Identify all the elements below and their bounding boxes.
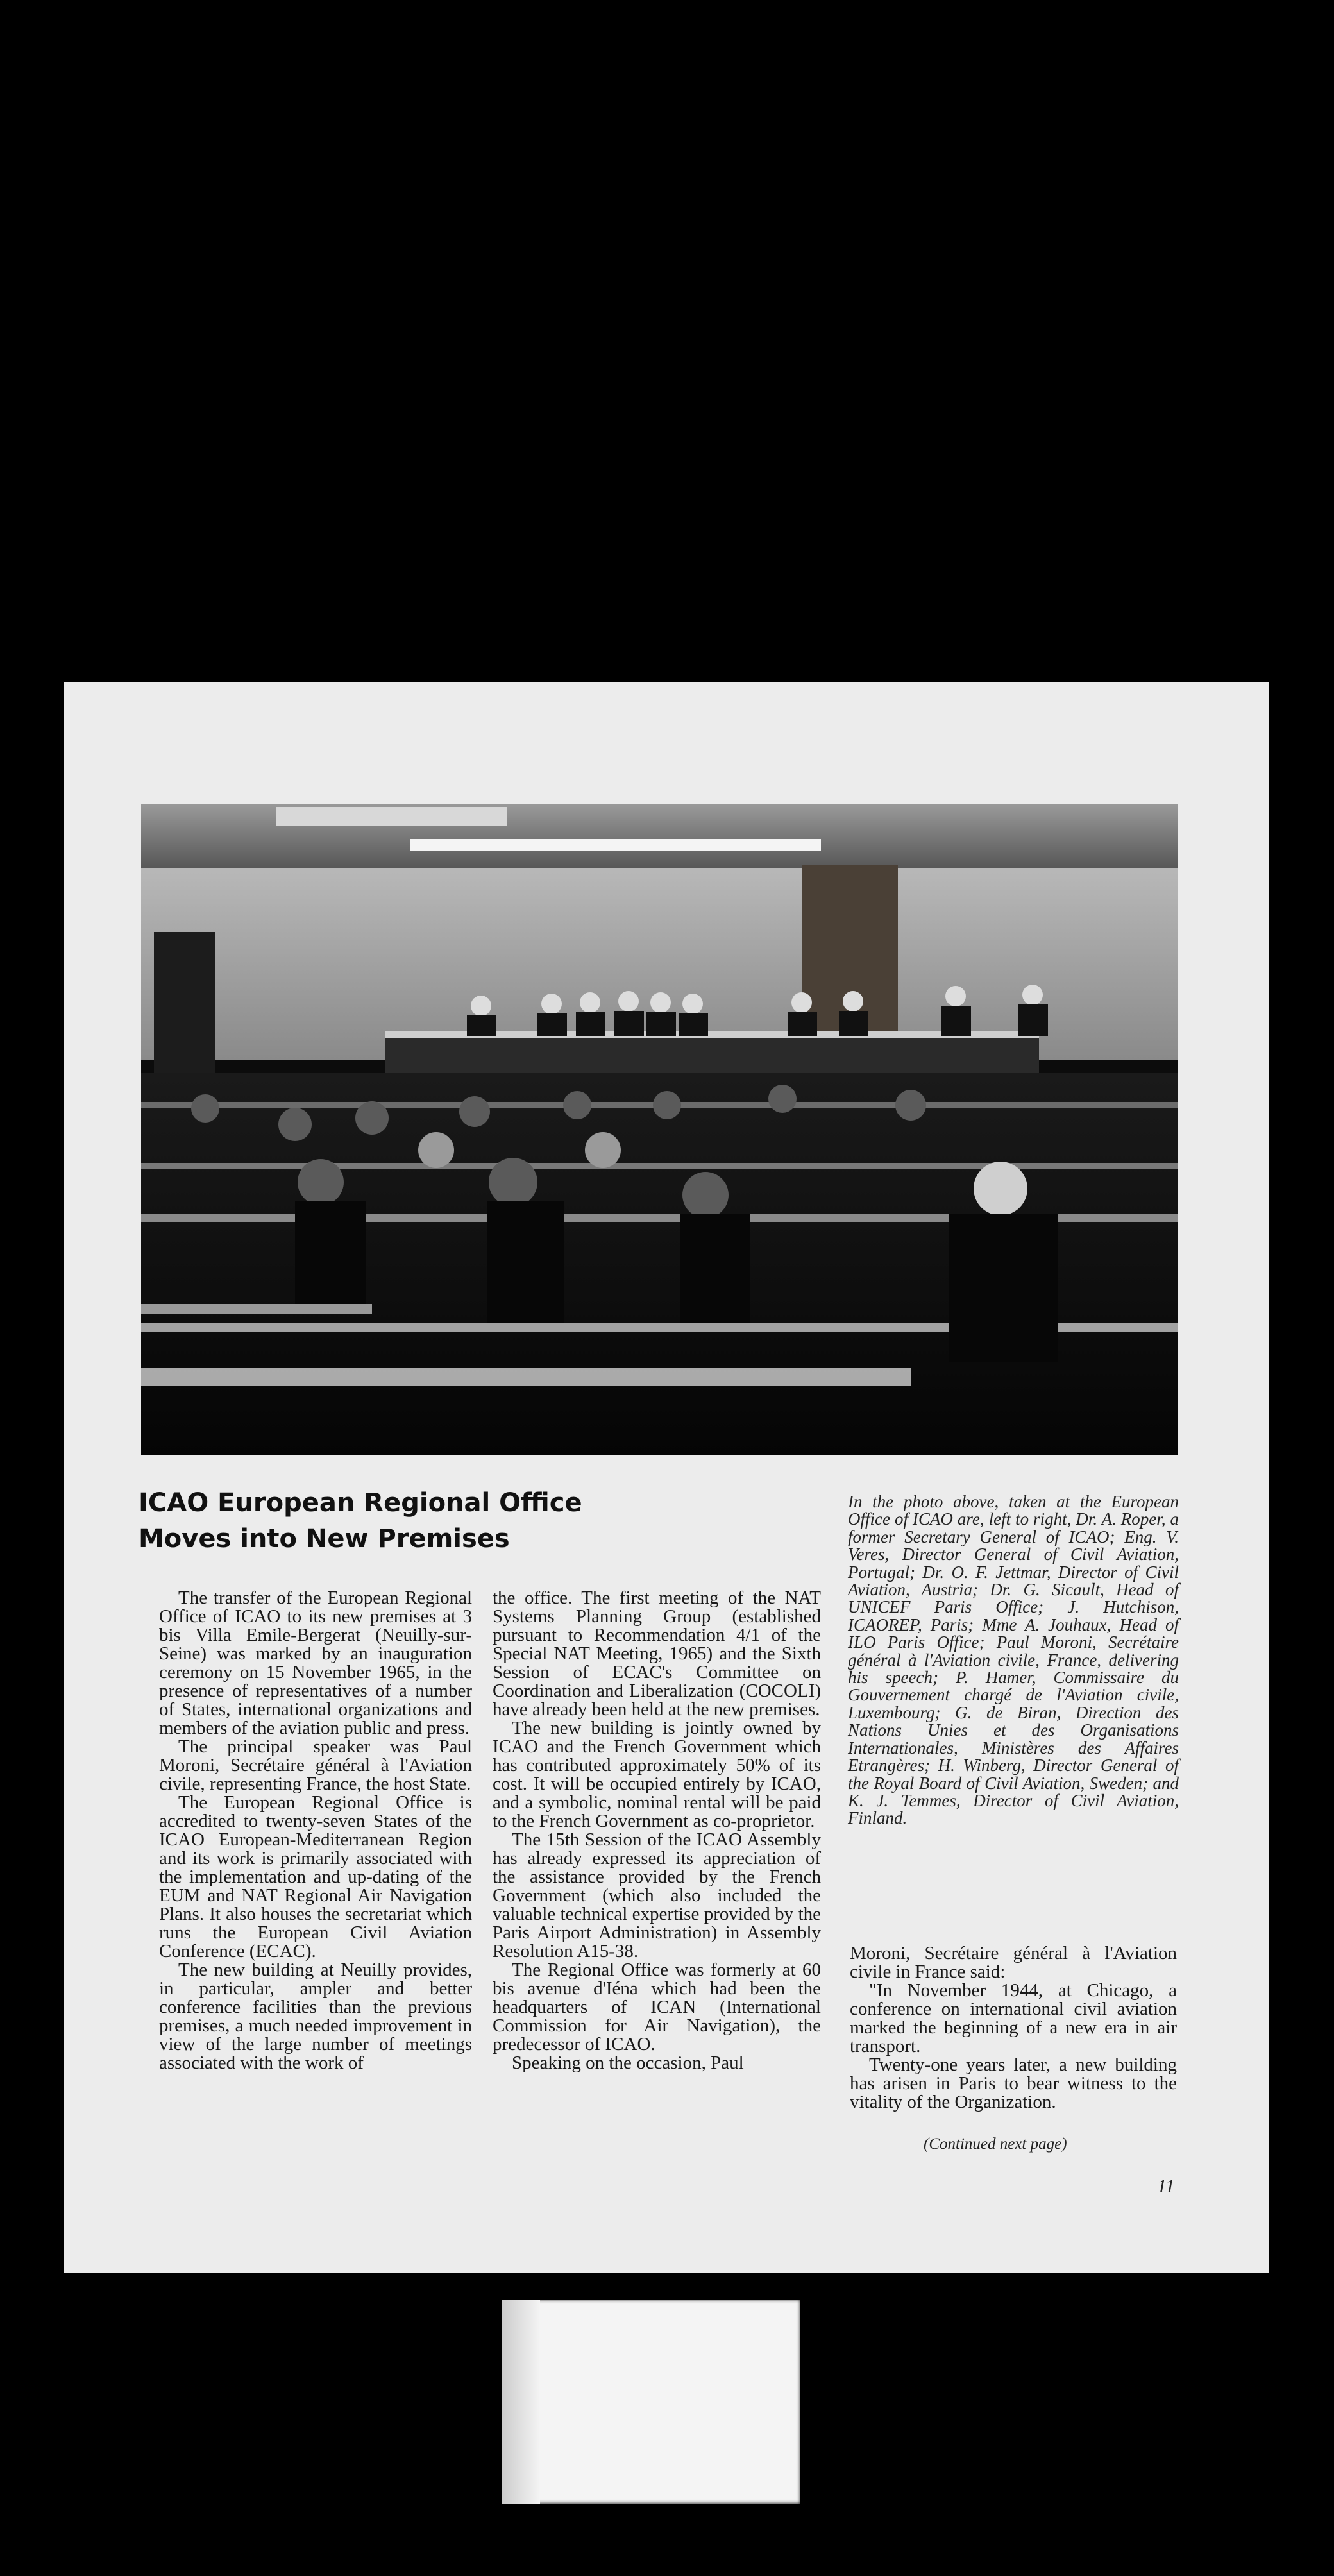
article-column-1 (159, 1589, 472, 2072)
paragraph: The new building is jointly owned by ICAO and the French Government which has contributed approximately 50% of its cost. It will be occupied entirely by ICAO, and a symbolic, nominal rental will be paid to the French Government as co-proprietor. (493, 1718, 821, 1831)
article-column-2 (493, 1589, 821, 2072)
paragraph: the office. The first meeting of the NAT Systems Planning Group (established pursuant to Recommendation 4/1 of the Special NAT Meeting, 1965) and the Sixth Session of ECAC's Committee on Coordination and Liberalization (COCOLI) have already been held at the new premises. (493, 1588, 821, 1720)
headline-line-1: ICAO European Regional Office (139, 1488, 582, 1518)
paragraph: The transfer of the European Regional Office of ICAO to its new premises at 3 bis Villa Emile-Bergerat (Neuilly-sur-Seine) was marked by an inauguration ceremony on 15 November 1965, in the presence of representatives of a number of States, international organizations and members of the aviation public and press. (159, 1588, 472, 1738)
article-headline (139, 1485, 600, 1557)
photo-caption: In the photo above, taken at the European Office of ICAO are, left to right, Dr. A. Roper, a former Secretary General of ICAO; Eng. V. Veres, Director General of Civil Aviation, Portugal; Dr. O. F. Jettmar, Director of Civil Aviation, Austria; Dr. G. Sicault, Head of UNICEF Paris Office; J. Hutchison, ICAOREP, Paris; Mme A. Jouhaux, Head of ILO Paris Office; Paul Moroni, Secrétaire général à l'Aviation civile, France, delivering his speech; P. Hamer, Commissaire du Gouvernement chargé de l'Aviation civile, Luxembourg; G. de Biran, Direction des Nations Unies et des Organisations Internationales, Ministères des Affaires Etrangères; H. Winberg, Director General of the Royal Board of Civil Aviation, Sweden; and K. J. Temmes, Director of Civil Aviation, Finland. (848, 1492, 1179, 1828)
conference-photo (141, 804, 1178, 1455)
paragraph: The European Regional Office is accredited to twenty-seven States of the ICAO European-Mediterranean Region and its work is primarily associated with the implementation and up-dating of the EUM and NAT Regional Air Navigation Plans. It also houses the secretariat which runs the European Civil Aviation Conference (ECAC). (159, 1792, 472, 1962)
paragraph: The new building at Neuilly provides, in particular, ampler and better conference facilities than the previous premises, a much needed improvement in view of the large number of meetings associated with the work of (159, 1960, 472, 2073)
conference-room-image (141, 804, 1178, 1455)
paragraph: The Regional Office was formerly at 60 bis avenue d'Iéna which had been the headquarters of ICAN (International Commission for Air Navigation), the predecessor of ICAO. (493, 1960, 821, 2055)
blank-card (502, 2300, 800, 2504)
paragraph: Speaking on the occasion, Paul (512, 2053, 744, 2073)
paragraph: Moroni, Secrétaire général à l'Aviation civile in France said: (850, 1943, 1177, 1982)
article-column-3 (850, 1944, 1177, 2112)
headline-line-2: Moves into New Premises (139, 1524, 510, 1554)
paragraph: "In November 1944, at Chicago, a conference on international civil aviation marked the beginning of a new era in air transport. (850, 1980, 1177, 2056)
magazine-page (64, 682, 1269, 2273)
paragraph: Twenty-one years later, a new building has arisen in Paris to bear witness to the vitality of the Organization. (850, 2055, 1177, 2112)
paragraph: The 15th Session of the ICAO Assembly has already expressed its appreciation of the assistance provided by the French Government (which also included the valuable technical expertise provided by the Paris Airport Administration) in Assembly Resolution A15-38. (493, 1829, 821, 1962)
continued-note: (Continued next page) (924, 2135, 1067, 2153)
paragraph: The principal speaker was Paul Moroni, Secrétaire général à l'Aviation civile, representing France, the host State. (159, 1736, 472, 1794)
page-number: 11 (1157, 2176, 1175, 2197)
card-edge (502, 2300, 540, 2504)
